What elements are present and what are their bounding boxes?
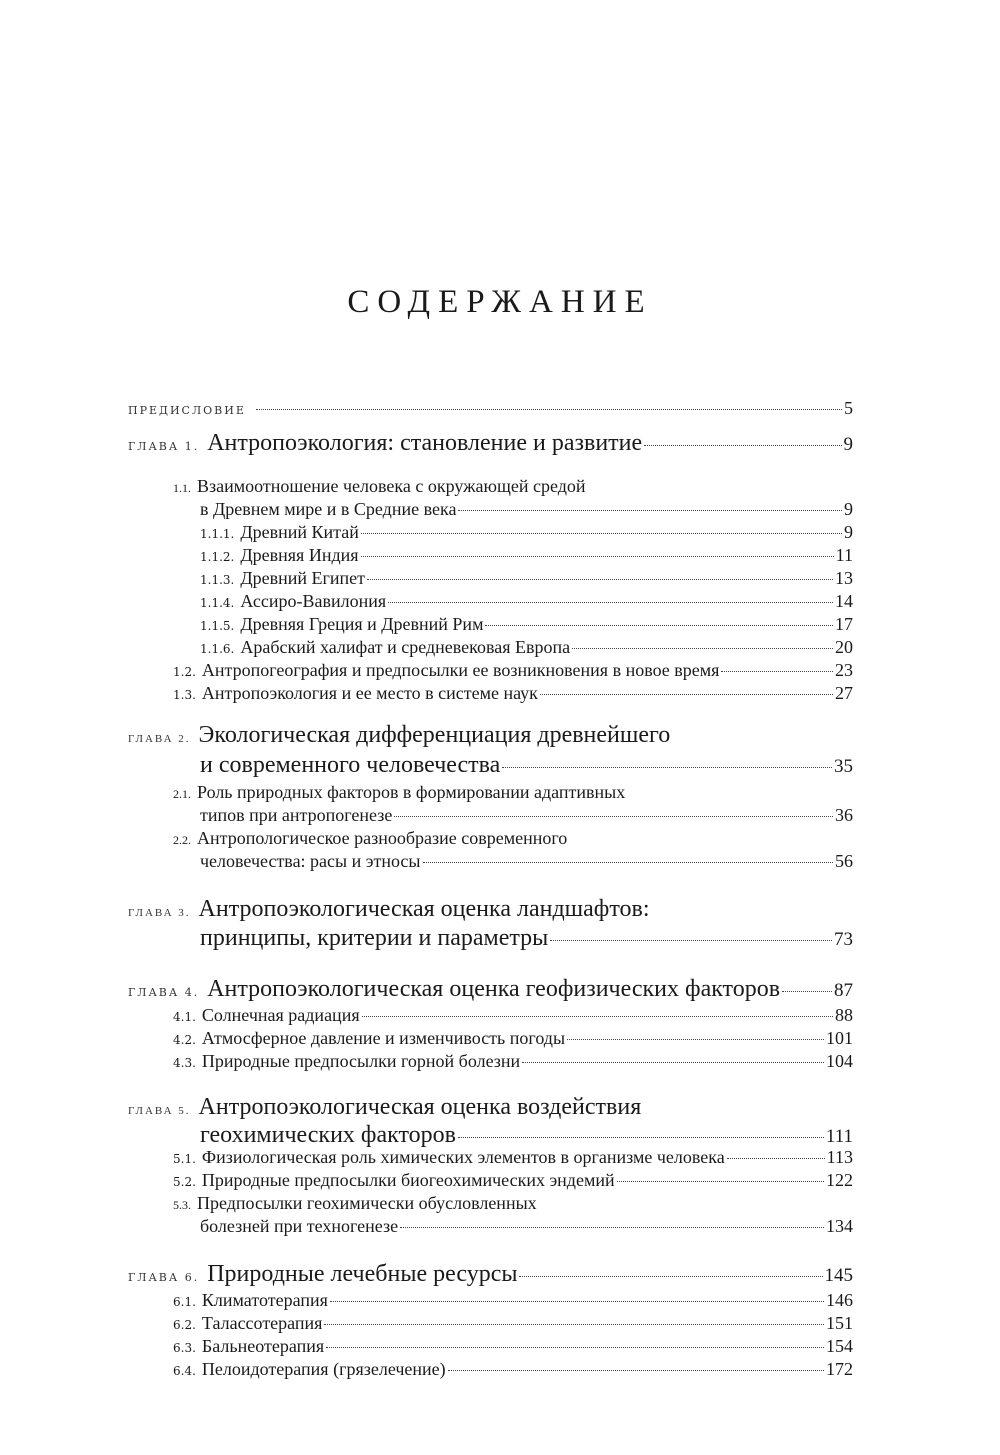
page-number: 5 xyxy=(844,398,853,418)
page-number: 87 xyxy=(834,980,853,1001)
page-number: 151 xyxy=(826,1313,853,1333)
toc-entry-section-6-2[interactable] xyxy=(173,1313,853,1336)
section-number: 1.1.1. xyxy=(200,527,235,541)
toc-entry-section-4-1[interactable] xyxy=(173,1005,853,1028)
page-number: 9 xyxy=(844,499,853,519)
toc-entry-section-6-4[interactable] xyxy=(173,1359,853,1382)
dot-leader xyxy=(361,533,842,534)
section-title-line1: Роль природных факторов в формировании адаптивных xyxy=(197,782,626,802)
chapter-title: Природные лечебные ресурсы xyxy=(207,1261,518,1287)
toc-entry-section-2-1-cont[interactable] xyxy=(173,805,853,828)
chapter-title-line1: Экологическая дифференциация древнейшего xyxy=(198,722,671,748)
toc-entry-section-2-1[interactable] xyxy=(173,782,853,805)
section-title: Антропогеография и предпосылки ее возникновения в новое время xyxy=(201,660,720,680)
section-title: Талассотерапия xyxy=(201,1313,323,1333)
toc-entry-section-5-3-cont[interactable] xyxy=(173,1216,853,1239)
page-title: СОДЕРЖАНИЕ xyxy=(347,284,653,320)
section-title: Древняя Греция и Древний Рим xyxy=(240,614,484,634)
toc-entry-section-1-3[interactable] xyxy=(173,683,853,706)
dot-leader xyxy=(326,1347,824,1348)
toc-entry-section-1-1-3[interactable] xyxy=(200,568,853,591)
chapter-prefix: ГЛАВА 1. xyxy=(128,440,200,453)
section-title: Физиологическая роль химических элементов в организме человека xyxy=(201,1147,725,1167)
dot-leader xyxy=(617,1181,824,1182)
preface-label: ПРЕДИСЛОВИЕ xyxy=(128,404,246,417)
chapter-title-line2: принципы, критерии и параметры xyxy=(200,925,549,951)
section-title: Бальнеотерапия xyxy=(201,1336,325,1356)
page-number: 104 xyxy=(826,1051,853,1071)
chapter-prefix: ГЛАВА 2. xyxy=(128,733,191,745)
section-title: Климатотерапия xyxy=(201,1290,328,1310)
section-title: Ассиро-Вавилония xyxy=(240,591,387,611)
dot-leader xyxy=(367,579,833,580)
chapter-title: Антропоэкологическая оценка геофизических факторов xyxy=(207,976,781,1002)
toc-entry-section-5-3[interactable] xyxy=(173,1193,853,1216)
section-title-line1: Антропологическое разнообразие современного xyxy=(197,828,568,848)
page-number: 9 xyxy=(844,522,853,542)
chapter-2-sections xyxy=(173,782,853,874)
toc-entry-chapter-1[interactable] xyxy=(128,430,853,458)
section-number: 5.3. xyxy=(173,1198,191,1212)
dot-leader xyxy=(572,648,833,649)
page-number: 36 xyxy=(835,805,853,825)
toc-entry-chapter-5[interactable] xyxy=(128,1094,853,1122)
toc-entry-section-6-1[interactable] xyxy=(173,1290,853,1313)
chapter-prefix: ГЛАВА 3. xyxy=(128,907,191,919)
page-number: 146 xyxy=(826,1290,853,1310)
section-title: Солнечная радиация xyxy=(201,1005,360,1025)
section-title-line2: типов при антропогенезе xyxy=(200,805,393,825)
section-title: Древний Египет xyxy=(240,568,366,588)
page-number: 20 xyxy=(835,637,853,657)
toc-entry-chapter-3[interactable] xyxy=(128,896,853,925)
toc-entry-section-1-2[interactable] xyxy=(173,660,853,683)
section-title: Природные предпосылки горной болезни xyxy=(201,1051,521,1071)
dot-leader xyxy=(644,445,841,446)
toc-entry-chapter-2-cont[interactable] xyxy=(128,752,853,782)
page-number: 56 xyxy=(835,851,853,871)
dot-leader xyxy=(458,510,842,511)
dot-leader xyxy=(362,1016,833,1017)
page-number: 101 xyxy=(826,1028,853,1048)
toc-entry-section-2-2[interactable] xyxy=(173,828,853,851)
dot-leader xyxy=(400,1227,824,1228)
table-of-contents xyxy=(128,398,853,1382)
section-number: 1.2. xyxy=(173,665,196,679)
section-title: Арабский халифат и средневековая Европа xyxy=(240,637,571,657)
section-number: 1.3. xyxy=(173,688,196,702)
dot-leader xyxy=(782,991,832,992)
toc-entry-section-2-2-cont[interactable] xyxy=(173,851,853,874)
toc-entry-section-1-1-2[interactable] xyxy=(200,545,853,568)
section-title-line2: человечества: расы и этносы xyxy=(200,851,421,871)
toc-entry-section-4-2[interactable] xyxy=(173,1028,853,1051)
chapter-prefix: ГЛАВА 5. xyxy=(128,1105,191,1117)
toc-entry-section-1-1-1[interactable] xyxy=(200,522,853,545)
section-number: 4.1. xyxy=(173,1010,196,1024)
dot-leader xyxy=(522,1062,824,1063)
toc-entry-section-5-2[interactable] xyxy=(173,1170,853,1193)
page-number: 113 xyxy=(826,1147,853,1167)
section-title-line2: в Древнем мире и в Средние века xyxy=(200,499,457,519)
chapter-5-sections xyxy=(173,1147,853,1239)
section-title: Атмосферное давление и изменчивость погоды xyxy=(201,1028,566,1048)
page-number: 88 xyxy=(835,1005,853,1025)
dot-leader xyxy=(550,940,832,941)
page-number: 134 xyxy=(826,1216,853,1236)
chapter-title-line2: и современного человечества xyxy=(200,752,501,778)
dot-leader xyxy=(448,1370,824,1371)
dot-leader xyxy=(502,767,832,768)
page-number: 23 xyxy=(835,660,853,680)
page-number: 9 xyxy=(843,434,853,455)
page-number: 17 xyxy=(835,614,853,634)
section-title: Пелоидотерапия (грязелечение) xyxy=(201,1359,446,1379)
page-number: 11 xyxy=(835,545,853,565)
section-title-line1: Взаимоотношение человека с окружающей средой xyxy=(197,476,586,496)
toc-entry-preface[interactable] xyxy=(128,398,853,422)
section-title: Природные предпосылки биогеохимических эндемий xyxy=(201,1170,615,1190)
dot-leader xyxy=(485,625,833,626)
section-title: Древний Китай xyxy=(240,522,359,542)
page-number: 35 xyxy=(834,756,853,777)
section-number: 2.2. xyxy=(173,833,191,847)
page-number: 13 xyxy=(835,568,853,588)
dot-leader xyxy=(721,671,833,672)
toc-entry-section-1-1-6[interactable] xyxy=(200,637,853,660)
toc-entry-section-5-1[interactable] xyxy=(173,1147,853,1170)
section-number: 5.1. xyxy=(173,1152,196,1166)
toc-entry-chapter-3-cont[interactable] xyxy=(128,925,853,954)
section-number: 1.1.4. xyxy=(200,596,235,610)
chapter-title-line2: геохимических факторов xyxy=(200,1122,456,1148)
dot-leader xyxy=(388,602,833,603)
toc-entry-section-6-3[interactable] xyxy=(173,1336,853,1359)
dot-leader xyxy=(324,1324,824,1325)
toc-entry-chapter-4[interactable] xyxy=(128,976,853,1005)
chapter-prefix: ГЛАВА 6. xyxy=(128,1271,200,1284)
chapter-title: Антропоэкология: становление и развитие xyxy=(207,430,643,456)
section-number: 1.1.6. xyxy=(200,642,235,656)
page-number: 145 xyxy=(824,1265,853,1286)
section-number: 1.1.3. xyxy=(200,573,235,587)
chapter-prefix: ГЛАВА 4. xyxy=(128,986,200,999)
toc-entry-section-1-1[interactable] xyxy=(173,476,853,499)
toc-entry-section-1-1-cont[interactable] xyxy=(173,499,853,522)
dot-leader xyxy=(330,1301,824,1302)
dot-leader xyxy=(256,409,842,410)
chapter-title-line1: Антропоэкологическая оценка воздействия xyxy=(198,1094,642,1120)
section-title: Древняя Индия xyxy=(240,545,359,565)
toc-entry-section-4-3[interactable] xyxy=(173,1051,853,1074)
section-number: 2.1. xyxy=(173,787,191,801)
dot-leader xyxy=(540,694,833,695)
page-number: 73 xyxy=(834,929,853,950)
page-number: 154 xyxy=(826,1336,853,1356)
dot-leader xyxy=(727,1158,825,1159)
page-number: 122 xyxy=(826,1170,853,1190)
page-number: 27 xyxy=(835,683,853,703)
toc-entry-chapter-5-cont[interactable] xyxy=(128,1122,853,1147)
page-number: 172 xyxy=(826,1359,853,1379)
chapter-6-sections xyxy=(173,1290,853,1382)
section-number: 6.4. xyxy=(173,1364,196,1378)
section-number: 4.3. xyxy=(173,1056,196,1070)
section-number: 1.1.2. xyxy=(200,550,235,564)
dot-leader xyxy=(361,556,834,557)
section-title-line2: болезней при техногенезе xyxy=(200,1216,399,1236)
toc-entry-section-1-1-5[interactable] xyxy=(200,614,853,637)
toc-entry-section-1-1-4[interactable] xyxy=(200,591,853,614)
dot-leader xyxy=(394,816,833,817)
dot-leader xyxy=(567,1039,824,1040)
section-title: Антропоэкология и ее место в системе наук xyxy=(201,683,538,703)
section-number: 6.1. xyxy=(173,1295,196,1309)
dot-leader xyxy=(458,1137,824,1138)
section-number: 5.2. xyxy=(173,1175,196,1189)
dot-leader xyxy=(519,1276,822,1277)
toc-entry-chapter-2[interactable] xyxy=(128,722,853,752)
section-number: 1.1. xyxy=(173,481,191,495)
section-number: 4.2. xyxy=(173,1033,196,1047)
toc-entry-chapter-6[interactable] xyxy=(128,1261,853,1290)
section-number: 1.1.5. xyxy=(200,619,235,633)
dot-leader xyxy=(423,862,833,863)
page-number: 14 xyxy=(835,591,853,611)
section-number: 6.3. xyxy=(173,1341,196,1355)
chapter-title-line1: Антропоэкологическая оценка ландшафтов: xyxy=(198,896,650,922)
chapter-4-sections xyxy=(173,1005,853,1074)
chapter-1-sections xyxy=(173,476,853,706)
page-number: 111 xyxy=(825,1126,853,1147)
section-number: 6.2. xyxy=(173,1318,196,1332)
section-title-line1: Предпосылки геохимически обусловленных xyxy=(197,1193,537,1213)
